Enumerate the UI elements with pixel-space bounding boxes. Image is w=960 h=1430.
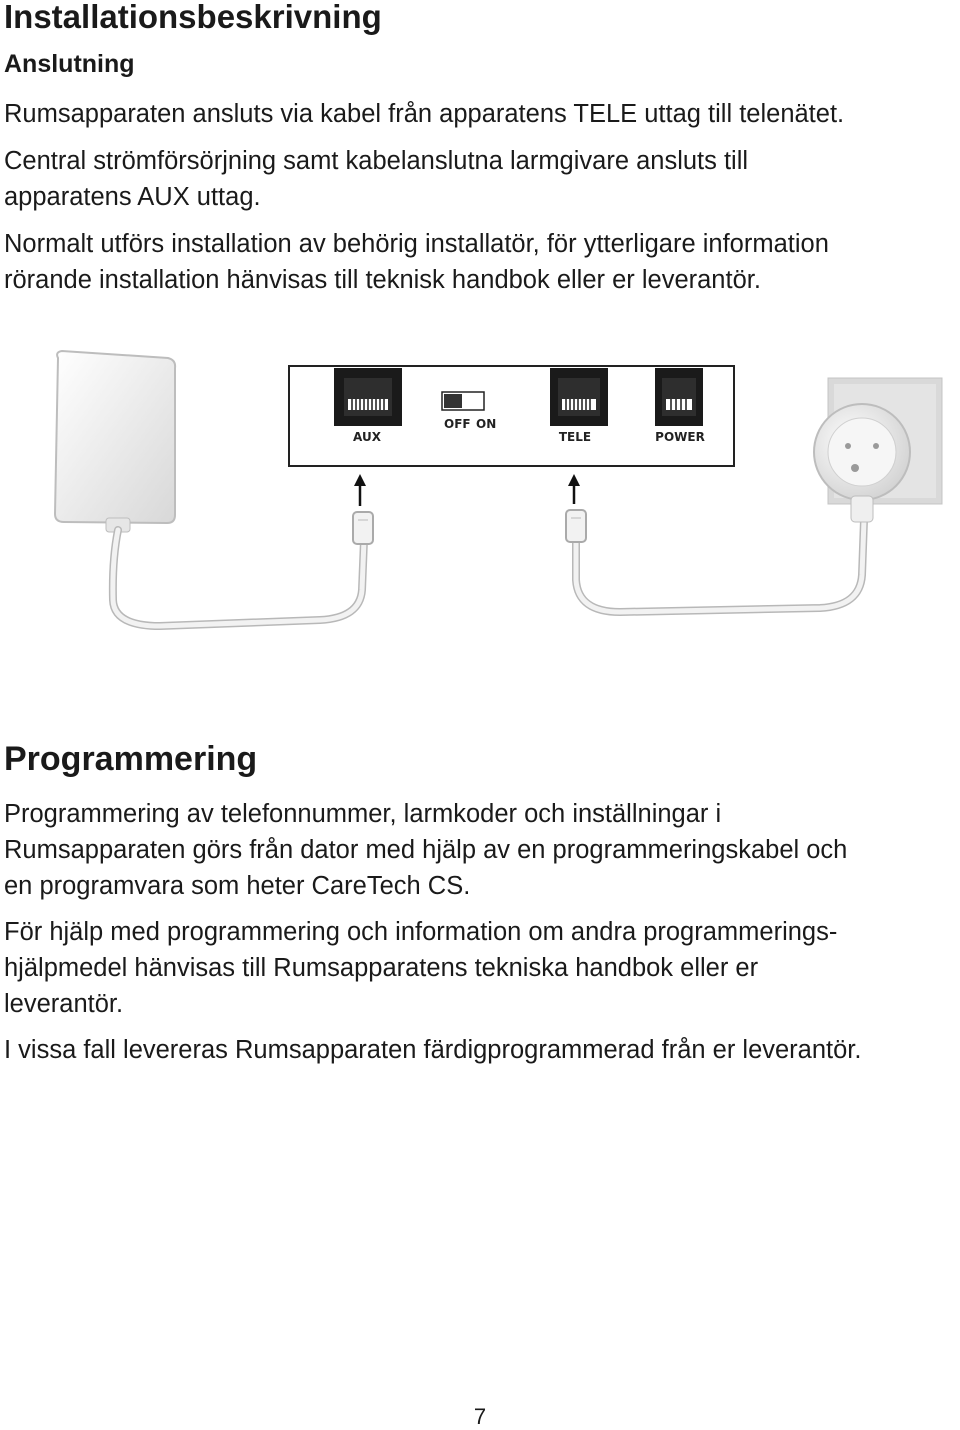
paragraph-line: Central strömförsörjning samt kabelanslutna larmgivare ansluts till	[4, 147, 749, 175]
aux-cable	[113, 530, 364, 626]
paragraph-line: apparatens AUX uttag.	[4, 183, 261, 211]
wall-outlet-icon	[814, 378, 942, 522]
page-title: Installationsbeskrivning	[4, 0, 382, 35]
section-heading-anslutning: Anslutning	[4, 50, 135, 78]
power-jack-icon	[655, 368, 703, 426]
switch-label-off: OFF	[444, 417, 471, 431]
paragraph-line: Normalt utförs installation av behörig installatör, för ytterligare information	[4, 230, 829, 258]
tele-cable	[576, 520, 864, 612]
installation-diagram	[0, 330, 960, 660]
paragraph-line: Rumsapparaten ansluts via kabel från apparatens TELE uttag till telenätet.	[4, 100, 845, 128]
off-on-switch[interactable]	[442, 392, 484, 410]
port-label-power: POWER	[655, 430, 705, 444]
paragraph-line: Programmering av telefonnummer, larmkoder och inställningar i	[4, 800, 722, 828]
device-back-panel	[289, 366, 734, 466]
paragraph-line: hjälpmedel hänvisas till Rumsapparatens tekniska handbok eller er	[4, 954, 759, 982]
paragraph-line: I vissa fall levereras Rumsapparaten färdigprogrammerad från er leverantör.	[4, 1036, 862, 1064]
page-number: 7	[473, 1404, 487, 1429]
tele-plug-icon	[566, 510, 586, 542]
paragraph-line: rörande installation hänvisas till teknisk handbok eller er leverantör.	[4, 266, 761, 294]
arrow-up-tele-icon	[568, 474, 580, 504]
arrow-up-aux-icon	[354, 474, 366, 506]
aux-jack-icon	[334, 368, 402, 426]
paragraph-line: Rumsapparaten görs från dator med hjälp av en programmeringskabel och	[4, 836, 848, 864]
paragraph-line: en programvara som heter CareTech CS.	[4, 872, 471, 900]
power-adapter-icon	[55, 351, 175, 532]
port-label-tele: TELE	[558, 430, 592, 444]
paragraph-line: leverantör.	[4, 990, 124, 1018]
switch-label-on: ON	[476, 417, 497, 431]
paragraph-line: För hjälp med programmering och information om andra programmerings-	[4, 918, 838, 946]
tele-jack-icon	[550, 368, 608, 426]
port-label-aux: AUX	[353, 430, 381, 444]
aux-plug-icon	[353, 512, 373, 544]
section-heading-programmering: Programmering	[4, 740, 258, 778]
